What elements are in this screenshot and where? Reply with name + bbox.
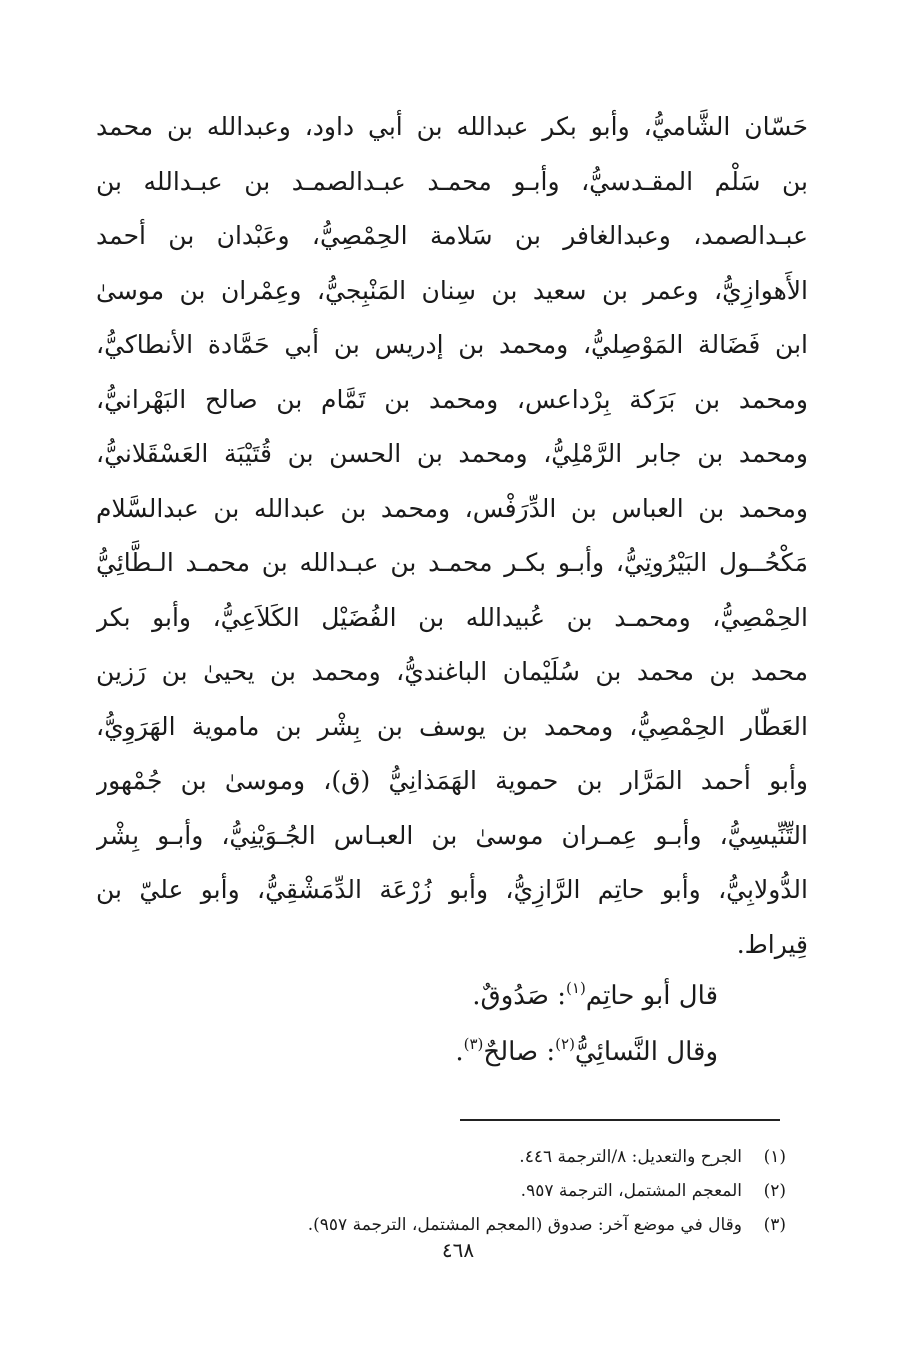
verdict-abu-hatim — [455, 968, 718, 1024]
footnote-number: (٢) — [763, 1181, 786, 1201]
verdict-text: : صالحٌ — [483, 1037, 556, 1067]
body-line: محمد بن محمد بن سُلَيْمان الباغنديُّ، ومحمد بن يحيىٰ بن رَزين — [96, 657, 808, 686]
body-line: التِّنِّيسِيُّ، وأبـو عِمـران موسىٰ بن العبـاس الجُـوَيْنِيُّ، وأبـو بِشْر — [96, 820, 808, 850]
body-line: حَسّان الشَّاميُّ، وأبو بكر عبدالله بن أبي داود، وعبدالله بن محمد — [96, 112, 808, 141]
body-paragraph — [96, 100, 808, 972]
footnote-text: الجرح والتعديل: ٨/الترجمة ٤٤٦. — [519, 1147, 742, 1167]
body-line: وأبو أحمد المَرَّار بن حموية الهَمَذانِيُّ (ق)، وموسىٰ بن جُمْهور — [96, 766, 808, 795]
footnote-number: (٣) — [763, 1215, 786, 1235]
footnote-ref: (٣) — [463, 1035, 484, 1053]
body-line: ومحمد بن جابر الرَّمْلِيُّ، ومحمد بن الحسن بن قُتَيْبَة العَسْقَلانيُّ، — [96, 439, 808, 468]
body-line: العَطّار الحِمْصِيُّ، ومحمد بن يوسف بن بِشْر بن ماموية الهَرَوِيُّ، — [96, 711, 808, 741]
footnote-ref: (١) — [566, 979, 586, 997]
verdict-text: : صَدُوقٌ. — [472, 981, 567, 1011]
footnote-number: (١) — [763, 1147, 786, 1167]
body-line: ابن فَضَالة المَوْصِليُّ، ومحمد بن إدريس بن أبي حَمَّادة الأنطاكيُّ، — [96, 330, 808, 359]
body-line: الدُّولابِيُّ، وأبو حاتِم الرَّازِيُّ، وأبو زُرْعَة الدِّمَشْقِيُّ، وأبو عليّ بن — [96, 875, 808, 904]
footnote-text: المعجم المشتمل، الترجمة ٩٥٧. — [520, 1181, 742, 1201]
body-line: الحِمْصِيُّ، ومحمـد بن عُبيدالله بن الفُضَيْل الكَلاَعِيُّ، وأبو بكر — [96, 602, 808, 632]
footnote-item — [126, 1140, 786, 1174]
footnote-text: وقال في موضع آخر: صدوق (المعجم المشتمل، الترجمة ٩٥٧). — [307, 1215, 742, 1235]
body-line: قِيراط. — [736, 929, 808, 959]
footnotes — [126, 1140, 786, 1242]
footnote-item — [126, 1208, 786, 1242]
page-number: ٤٦٨ — [441, 1238, 475, 1262]
footnote-item — [126, 1174, 786, 1208]
verdict-speaker: وقال النَّسائِيُّ — [574, 1037, 718, 1067]
footnote-ref: (٢) — [555, 1035, 575, 1053]
body-line: بن سَلْم المقـدسيُّ، وأبـو محمـد عبـدالصمـد بن عبـدالله بن — [96, 166, 808, 196]
footnote-separator — [460, 1119, 780, 1121]
body-line: ومحمد بن العباس بن الدِّرَفْس، ومحمد بن عبدالله بن عبدالسَّلام — [96, 493, 808, 523]
verdict-end: . — [455, 1037, 464, 1067]
verdict-speaker: قال أبو حاتِم — [585, 981, 718, 1011]
body-line: مَكْحُــول البَيْرُوتِيُّ، وأبـو بكـر محمـد بن عبـدالله بن محمـد الـطَّائِيُّ — [96, 548, 808, 577]
body-line: ومحمد بن بَرَكة بِرْداعس، ومحمد بن تَمَّام بن صالح البَهْرانيُّ، — [96, 384, 808, 414]
verdict-nasai — [455, 1024, 718, 1080]
body-line: الأَهوازِيُّ، وعمر بن سعيد بن سِنان المَنْبِجيُّ، وعِمْران بن موسىٰ — [96, 275, 808, 305]
verdicts-block — [455, 968, 718, 1080]
body-line: عبـدالصمد، وعبدالغافر بن سَلامة الحِمْصِيُّ، وعَبْدان بن أحمد — [96, 221, 808, 250]
